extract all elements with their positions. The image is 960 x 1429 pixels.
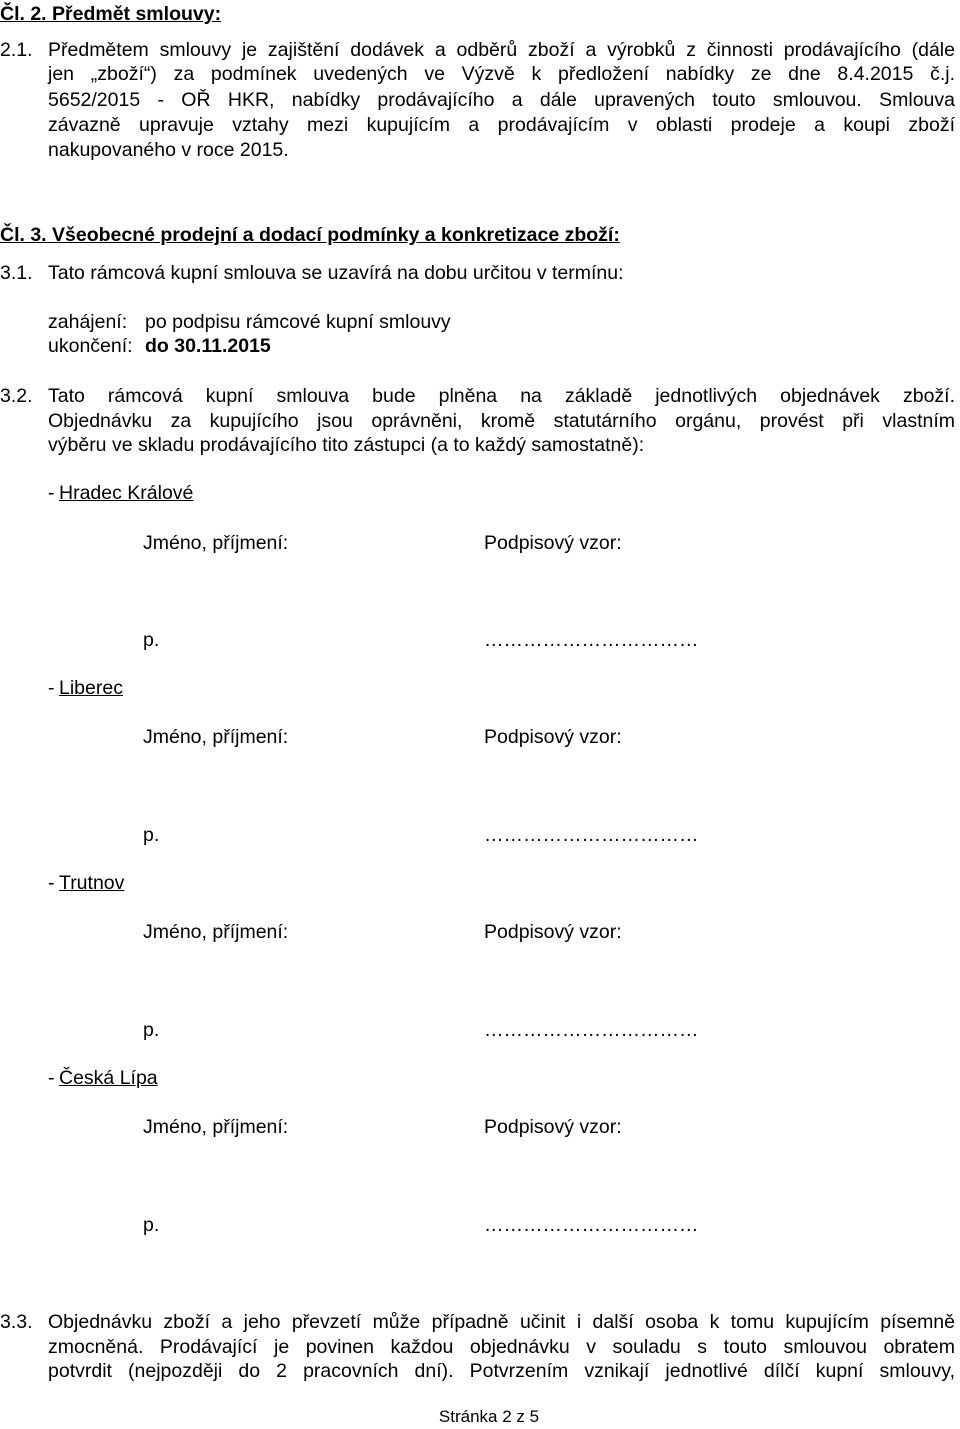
name-surname-label: Jméno, příjmení: — [143, 921, 289, 943]
paragraph-3-2-line-3: výběru ve skladu prodávajícího tito zástupci (a to každý samostatně): — [48, 434, 645, 456]
paragraph-number-2-1: 2.1. — [0, 39, 33, 61]
location-dash: - — [48, 1067, 55, 1089]
location-name-hradec-kralove: Hradec Králové — [59, 482, 194, 504]
p-label: p. — [143, 629, 160, 651]
signature-specimen-label: Podpisový vzor: — [484, 921, 622, 943]
paragraph-3-3-line-3: potvrdit (nejpozději do 2 pracovních dní). Potvrzením vznikají jednotlivé dílčí kupní smlouvy, — [48, 1360, 955, 1382]
paragraph-2-1-line-5: nakupovaného v roce 2015. — [48, 139, 289, 161]
paragraph-3-3-line-1: Objednávku zboží a jeho převzetí může případně učinit i další osoba k tomu kupujícím písemně — [48, 1311, 955, 1333]
start-label: zahájení: — [48, 311, 128, 333]
article-2-heading: Čl. 2. Předmět smlouvy: — [0, 3, 222, 25]
signature-specimen-label: Podpisový vzor: — [484, 1116, 622, 1138]
name-surname-label: Jméno, příjmení: — [143, 726, 289, 748]
signature-dots: …………………………… — [484, 1214, 699, 1236]
start-value: po podpisu rámcové kupní smlouvy — [145, 311, 451, 333]
name-surname-label: Jméno, příjmení: — [143, 532, 289, 554]
end-label: ukončení: — [48, 335, 133, 357]
paragraph-3-2-line-2: Objednávku za kupujícího jsou oprávněni, kromě statutárního orgánu, provést při vlastním — [48, 410, 955, 432]
p-label: p. — [143, 1019, 160, 1041]
paragraph-2-1-line-1: Předmětem smlouvy je zajištění dodávek a odběrů zboží a výrobků z činnosti prodávajícího (dále — [48, 39, 955, 61]
paragraph-number-3-2: 3.2. — [0, 385, 33, 407]
p-label: p. — [143, 1214, 160, 1236]
paragraph-3-2-line-1: Tato rámcová kupní smlouva bude plněna na základě jednotlivých objednávek zboží. — [48, 385, 955, 407]
location-name-liberec: Liberec — [59, 677, 123, 699]
signature-dots: …………………………… — [484, 629, 699, 651]
article-3-heading: Čl. 3. Všeobecné prodejní a dodací podmínky a konkretizace zboží: — [0, 224, 620, 246]
paragraph-2-1-line-2: jen „zboží“) za podmínek uvedených ve Výzvě k předložení nabídky ze dne 8.4.2015 č.j. — [48, 63, 955, 85]
paragraph-2-1-line-4: závazně upravuje vztahy mezi kupujícím a prodávajícím v oblasti prodeje a koupi zboží — [48, 114, 955, 136]
signature-specimen-label: Podpisový vzor: — [484, 726, 622, 748]
page-number: Stránka 2 z 5 — [438, 1407, 540, 1426]
signature-dots: …………………………… — [484, 824, 699, 846]
signature-specimen-label: Podpisový vzor: — [484, 532, 622, 554]
location-name-trutnov: Trutnov — [59, 872, 125, 894]
p-label: p. — [143, 824, 160, 846]
location-dash: - — [48, 872, 55, 894]
location-name-ceska-lipa: Česká Lípa — [59, 1067, 158, 1089]
location-dash: - — [48, 677, 55, 699]
signature-dots: …………………………… — [484, 1019, 699, 1041]
paragraph-3-1-text: Tato rámcová kupní smlouva se uzavírá na dobu určitou v termínu: — [48, 262, 624, 284]
paragraph-3-3-line-2: zmocněná. Prodávající je povinen každou objednávku v souladu s touto smlouvou obratem — [48, 1336, 955, 1358]
end-value: do 30.11.2015 — [145, 335, 271, 357]
paragraph-2-1-line-3: 5652/2015 - OŘ HKR, nabídky prodávajícího a dále upravených touto smlouvou. Smlouva — [48, 89, 955, 111]
paragraph-number-3-3: 3.3. — [0, 1311, 33, 1333]
location-dash: - — [48, 482, 55, 504]
paragraph-number-3-1: 3.1. — [0, 262, 33, 284]
name-surname-label: Jméno, příjmení: — [143, 1116, 289, 1138]
